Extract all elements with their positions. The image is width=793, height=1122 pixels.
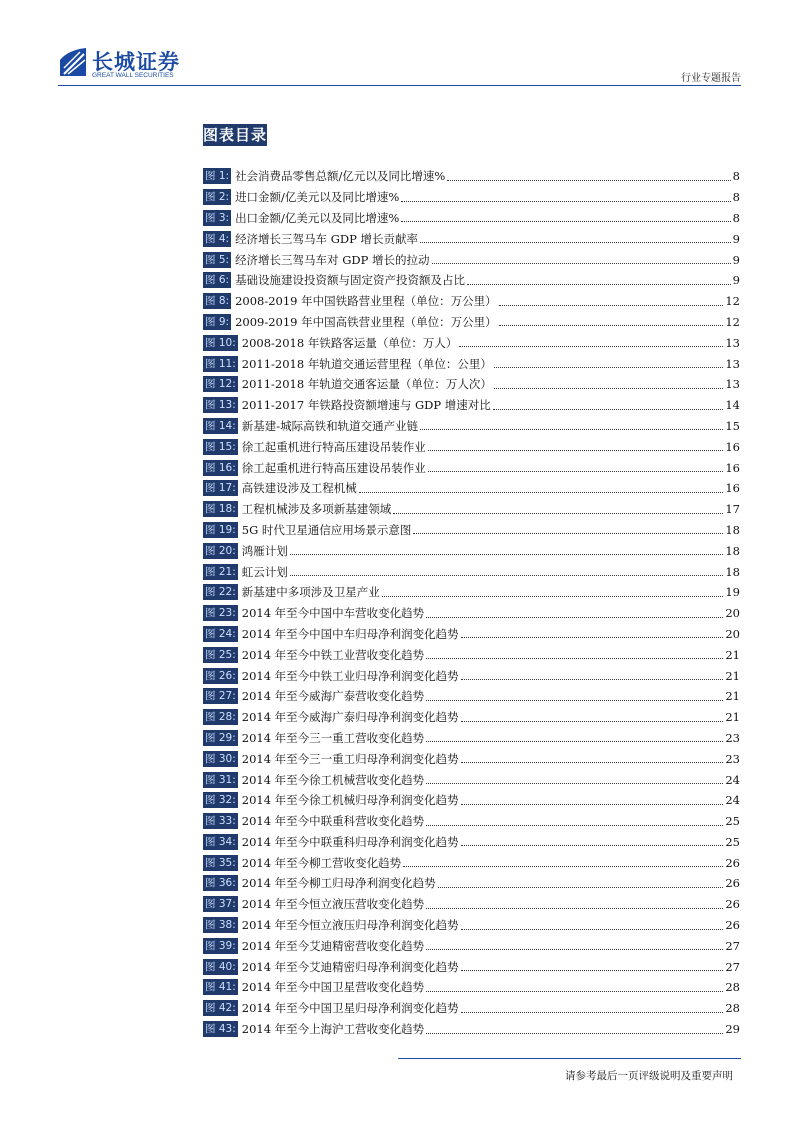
toc-entry[interactable] [203, 644, 740, 665]
toc-leader-dots [426, 617, 723, 618]
toc-leader-dots [426, 1033, 723, 1034]
toc-entry-number: 图 15: [205, 440, 236, 453]
toc-entry-number: 图 42: [205, 1002, 236, 1015]
toc-leader-dots [420, 429, 723, 430]
toc-leader-dots [461, 679, 724, 680]
toc-entry-page[interactable]: 28 [725, 1001, 740, 1016]
toc-entry-title[interactable]: 新基建中多项涉及卫星产业 [241, 585, 380, 600]
toc-leader-dots [413, 533, 723, 534]
toc-leader-dots [438, 887, 724, 888]
toc-leader-dots [461, 845, 724, 846]
toc-entry-number: 图 33: [205, 815, 236, 828]
toc-entry-page[interactable]: 15 [725, 418, 740, 433]
toc-entry[interactable] [203, 520, 740, 541]
toc-entry-title[interactable]: 徐工起重机进行特高压建设吊装作业 [241, 439, 426, 454]
toc-entry-number: 图 4: [205, 232, 230, 245]
report-type-label: 行业专题报告 [681, 73, 741, 84]
toc-entry-number: 图 1: [205, 170, 230, 183]
toc-entry-page[interactable]: 20 [725, 626, 740, 641]
toc-leader-dots [426, 908, 723, 909]
toc-leader-dots [461, 929, 724, 930]
toc-entry-title[interactable]: 新基建-城际高铁和轨道交通产业链 [241, 418, 419, 433]
toc-leader-dots [461, 970, 724, 971]
toc-leader-dots [428, 450, 724, 451]
toc-entry-title[interactable]: 鸿雁计划 [241, 543, 288, 558]
toc-leader-dots [447, 180, 730, 181]
toc-entry-page[interactable]: 27 [725, 938, 740, 953]
toc-entry-page[interactable]: 24 [725, 772, 740, 787]
toc-entry[interactable] [203, 436, 740, 457]
toc-entry-title[interactable]: 进口金额/亿美元以及同比增速% [235, 190, 400, 205]
toc-leader-dots [499, 305, 724, 306]
toc-leader-dots [393, 513, 723, 514]
toc-entry-number: 图 5: [205, 253, 230, 266]
footer-divider [398, 1058, 741, 1059]
toc-entry-title[interactable]: 2014 年至今艾迪精密营收变化趋势 [241, 938, 425, 953]
toc-entry-number: 图 31: [205, 773, 236, 786]
toc-entry-title[interactable]: 2014 年至今恒立液压归母净利润变化趋势 [241, 918, 459, 933]
toc-entry-title[interactable]: 5G 时代卫星通信应用场景示意图 [241, 522, 412, 537]
figure-toc-list [203, 166, 740, 1039]
toc-entry-title[interactable]: 2014 年至今中国中车归母净利润变化趋势 [241, 626, 459, 641]
toc-leader-dots [459, 346, 723, 347]
toc-entry-title[interactable]: 2014 年至今艾迪精密归母净利润变化趋势 [241, 959, 459, 974]
toc-entry[interactable] [203, 249, 740, 270]
toc-entry-title[interactable]: 2014 年至今中联重科归母净利润变化趋势 [241, 834, 459, 849]
toc-entry-page[interactable]: 18 [725, 522, 740, 537]
toc-entry-page[interactable]: 12 [725, 314, 740, 329]
company-logo [58, 46, 198, 82]
toc-leader-dots [359, 492, 724, 493]
toc-leader-dots [493, 409, 724, 410]
toc-entry-title[interactable]: 2014 年至今中铁工业归母净利润变化趋势 [241, 668, 459, 683]
toc-entry-page[interactable]: 25 [725, 814, 740, 829]
toc-entry[interactable] [203, 832, 740, 853]
toc-entry-page[interactable]: 25 [725, 834, 740, 849]
toc-entry-number: 图 28: [205, 711, 236, 724]
toc-entry[interactable] [203, 312, 740, 333]
toc-leader-dots [426, 700, 723, 701]
toc-entry-number: 图 26: [205, 669, 236, 682]
toc-entry-page[interactable]: 20 [725, 606, 740, 621]
toc-entry-number: 图 36: [205, 877, 236, 890]
toc-entry-page[interactable]: 14 [725, 398, 740, 413]
toc-entry-title[interactable]: 2008-2018 年铁路客运量（单位：万人） [241, 335, 458, 350]
toc-entry-number: 图 14: [205, 419, 236, 432]
toc-entry-title[interactable]: 徐工起重机进行特高压建设吊装作业 [241, 460, 426, 475]
toc-entry-title[interactable]: 2014 年至今柳工营收变化趋势 [241, 855, 402, 870]
toc-entry-page[interactable]: 18 [725, 543, 740, 558]
toc-entry[interactable] [203, 935, 740, 956]
toc-entry-number: 图 30: [205, 752, 236, 765]
toc-leader-dots [382, 596, 724, 597]
toc-entry[interactable] [203, 624, 740, 645]
toc-entry[interactable] [203, 228, 740, 249]
toc-entry[interactable] [203, 665, 740, 686]
toc-entry[interactable] [203, 166, 740, 187]
toc-entry-number: 图 41: [205, 981, 236, 994]
toc-leader-dots [426, 783, 723, 784]
toc-entry-number: 图 34: [205, 835, 236, 848]
toc-entry[interactable] [203, 686, 740, 707]
toc-entry-title[interactable]: 基础设施建设投资额与固定资产投资额及占比 [235, 273, 466, 288]
toc-entry[interactable] [203, 499, 740, 520]
toc-entry-page[interactable]: 21 [725, 710, 740, 725]
toc-entry[interactable] [203, 998, 740, 1019]
toc-leader-dots [426, 949, 723, 950]
toc-entry-number: 图 19: [205, 523, 236, 536]
toc-entry-page[interactable]: 26 [725, 918, 740, 933]
toc-entry[interactable] [203, 187, 740, 208]
toc-entry-number: 图 43: [205, 1023, 236, 1036]
toc-entry[interactable] [203, 416, 740, 437]
toc-leader-dots [461, 1012, 724, 1013]
toc-entry-title[interactable]: 虹云计划 [241, 564, 288, 579]
toc-entry-page[interactable]: 13 [725, 356, 740, 371]
toc-leader-dots [494, 367, 724, 368]
toc-entry-number: 图 10: [205, 336, 236, 349]
toc-entry[interactable] [203, 769, 740, 790]
toc-entry-title[interactable]: 2014 年至今中国中车营收变化趋势 [241, 606, 425, 621]
toc-entry-number: 图 16: [205, 461, 236, 474]
toc-leader-dots [461, 637, 724, 638]
toc-leader-dots [290, 554, 724, 555]
toc-entry-number: 图 32: [205, 794, 236, 807]
toc-entry-page[interactable]: 23 [725, 751, 740, 766]
toc-entry-number: 图 24: [205, 627, 236, 640]
toc-entry-page[interactable]: 13 [725, 377, 740, 392]
toc-entry-title[interactable]: 2011-2017 年铁路投资额增速与 GDP 增速对比 [241, 398, 491, 413]
toc-leader-dots [420, 242, 731, 243]
toc-leader-dots [401, 201, 730, 202]
toc-entry-page[interactable]: 17 [725, 502, 740, 517]
toc-heading: 图表目录 [203, 126, 268, 144]
toc-entry-number: 图 13: [205, 399, 236, 412]
toc-entry[interactable] [203, 977, 740, 998]
toc-entry-title[interactable]: 2014 年至今中铁工业营收变化趋势 [241, 647, 425, 662]
toc-entry-number: 图 27: [205, 690, 236, 703]
toc-leader-dots [426, 991, 723, 992]
toc-entry-title[interactable]: 2014 年至今三一重工营收变化趋势 [241, 730, 425, 745]
toc-leader-dots [499, 325, 724, 326]
toc-entry-number: 图 2: [205, 191, 230, 204]
toc-entry-page[interactable]: 8 [732, 169, 740, 184]
toc-entry-page[interactable]: 19 [725, 585, 740, 600]
toc-entry[interactable] [203, 332, 740, 353]
toc-entry[interactable] [203, 956, 740, 977]
toc-entry-number: 图 18: [205, 503, 236, 516]
toc-entry-title[interactable]: 2014 年至今中联重科营收变化趋势 [241, 814, 425, 829]
toc-entry-page[interactable]: 24 [725, 793, 740, 808]
toc-entry-number: 图 21: [205, 565, 236, 578]
toc-entry-number: 图 8: [205, 295, 230, 308]
toc-entry[interactable] [203, 353, 740, 374]
toc-entry[interactable] [203, 208, 740, 229]
toc-entry[interactable] [203, 374, 740, 395]
toc-entry-page[interactable]: 9 [732, 252, 740, 267]
toc-entry[interactable] [203, 811, 740, 832]
toc-entry-title[interactable]: 2014 年至今中国卫星营收变化趋势 [241, 980, 425, 995]
toc-entry[interactable] [203, 748, 740, 769]
toc-entry-number: 图 17: [205, 482, 236, 495]
toc-entry-number: 图 9: [205, 315, 230, 328]
toc-leader-dots [426, 825, 723, 826]
toc-entry[interactable] [203, 291, 740, 312]
toc-entry-title[interactable]: 2014 年至今徐工机械归母净利润变化趋势 [241, 793, 459, 808]
toc-entry-page[interactable]: 9 [732, 273, 740, 288]
header-divider [58, 85, 741, 86]
toc-leader-dots [461, 804, 724, 805]
toc-entry-number: 图 29: [205, 731, 236, 744]
toc-entry-title[interactable]: 2014 年至今柳工归母净利润变化趋势 [241, 876, 436, 891]
toc-entry-number: 图 3: [205, 211, 230, 224]
toc-entry-page[interactable]: 21 [725, 668, 740, 683]
toc-entry-title[interactable]: 2014 年至今上海沪工营收变化趋势 [241, 1022, 425, 1037]
toc-entry-title[interactable]: 2014 年至今威海广泰营收变化趋势 [241, 689, 425, 704]
toc-entry-page[interactable]: 13 [725, 335, 740, 350]
toc-entry[interactable] [203, 852, 740, 873]
toc-entry-number: 图 6: [205, 274, 230, 287]
toc-entry-number: 图 38: [205, 919, 236, 932]
toc-leader-dots [428, 471, 724, 472]
toc-leader-dots [467, 284, 731, 285]
toc-entry-number: 图 40: [205, 960, 236, 973]
toc-entry-number: 图 23: [205, 607, 236, 620]
toc-entry[interactable] [203, 1019, 740, 1040]
logo-mark-icon [58, 46, 88, 80]
toc-entry-page[interactable]: 27 [725, 959, 740, 974]
toc-leader-dots [403, 866, 723, 867]
toc-entry-page[interactable]: 9 [732, 231, 740, 246]
toc-entry-number: 图 20: [205, 544, 236, 557]
toc-leader-dots [426, 741, 723, 742]
toc-entry-title[interactable]: 2014 年至今恒立液压营收变化趋势 [241, 897, 425, 912]
toc-entry-page[interactable]: 23 [725, 730, 740, 745]
logo-english-name: GREAT WALL SECURITIES [92, 72, 174, 79]
toc-entry-title[interactable]: 经济增长三驾马车对 GDP 增长的拉动 [235, 252, 430, 267]
toc-entry[interactable] [203, 915, 740, 936]
toc-entry[interactable] [203, 894, 740, 915]
toc-entry[interactable] [203, 582, 740, 603]
footer-disclaimer: 请参考最后一页评级说明及重要声明 [565, 1070, 733, 1082]
toc-entry-page[interactable]: 8 [732, 190, 740, 205]
toc-entry-page[interactable]: 16 [725, 439, 740, 454]
toc-entry-title[interactable]: 工程机械涉及多项新基建领域 [241, 502, 392, 517]
toc-entry-number: 图 25: [205, 648, 236, 661]
toc-entry-title[interactable]: 2014 年至今徐工机械营收变化趋势 [241, 772, 425, 787]
toc-entry-page[interactable]: 29 [725, 1022, 740, 1037]
logo-chinese-name: 长城证券 [92, 50, 180, 74]
toc-leader-dots [290, 575, 724, 576]
toc-entry[interactable] [203, 790, 740, 811]
toc-entry-page[interactable]: 16 [725, 481, 740, 496]
toc-entry-title[interactable]: 2008-2019 年中国铁路营业里程（单位：万公里） [235, 294, 497, 309]
toc-entry-title[interactable]: 2014 年至今中国卫星归母净利润变化趋势 [241, 1001, 459, 1016]
toc-leader-dots [494, 388, 724, 389]
toc-entry-page[interactable]: 12 [725, 294, 740, 309]
toc-entry[interactable] [203, 478, 740, 499]
toc-entry-page[interactable]: 8 [732, 210, 740, 225]
toc-entry-page[interactable]: 21 [725, 689, 740, 704]
toc-entry[interactable] [203, 270, 740, 291]
toc-entry[interactable] [203, 728, 740, 749]
toc-entry-number: 图 22: [205, 586, 236, 599]
toc-entry[interactable] [203, 873, 740, 894]
toc-entry-title[interactable]: 高铁建设涉及工程机械 [241, 481, 357, 496]
toc-leader-dots [461, 762, 724, 763]
toc-leader-dots [461, 721, 724, 722]
toc-entry[interactable] [203, 561, 740, 582]
toc-entry-title[interactable]: 经济增长三驾马车 GDP 增长贡献率 [235, 231, 419, 246]
toc-entry[interactable] [203, 540, 740, 561]
toc-entry[interactable] [203, 707, 740, 728]
toc-entry-page[interactable]: 26 [725, 876, 740, 891]
toc-entry-number: 图 39: [205, 939, 236, 952]
toc-entry-page[interactable]: 26 [725, 855, 740, 870]
toc-entry[interactable] [203, 603, 740, 624]
toc-entry-page[interactable]: 16 [725, 460, 740, 475]
toc-entry-page[interactable]: 18 [725, 564, 740, 579]
toc-entry-number: 图 11: [205, 357, 236, 370]
toc-entry-title[interactable]: 社会消费品零售总额/亿元以及同比增速% [235, 169, 446, 184]
toc-leader-dots [426, 658, 723, 659]
toc-entry-page[interactable]: 26 [725, 897, 740, 912]
toc-leader-dots [401, 221, 730, 222]
toc-entry-title[interactable]: 2009-2019 年中国高铁营业里程（单位：万公里） [235, 314, 497, 329]
toc-entry-page[interactable]: 21 [725, 647, 740, 662]
toc-entry-title[interactable]: 2011-2018 年轨道交通运营里程（单位：公里） [241, 356, 492, 371]
toc-entry-title[interactable]: 2014 年至今威海广泰归母净利润变化趋势 [241, 710, 459, 725]
toc-entry[interactable] [203, 395, 740, 416]
toc-entry-number: 图 37: [205, 898, 236, 911]
toc-entry-title[interactable]: 2014 年至今三一重工归母净利润变化趋势 [241, 751, 459, 766]
toc-entry[interactable] [203, 457, 740, 478]
toc-entry-page[interactable]: 28 [725, 980, 740, 995]
toc-entry-title[interactable]: 2011-2018 年轨道交通客运量（单位：万人次） [241, 377, 492, 392]
toc-entry-number: 图 12: [205, 378, 236, 391]
toc-entry-title[interactable]: 出口金额/亿美元以及同比增速% [235, 210, 400, 225]
toc-leader-dots [432, 263, 731, 264]
toc-entry-number: 图 35: [205, 856, 236, 869]
